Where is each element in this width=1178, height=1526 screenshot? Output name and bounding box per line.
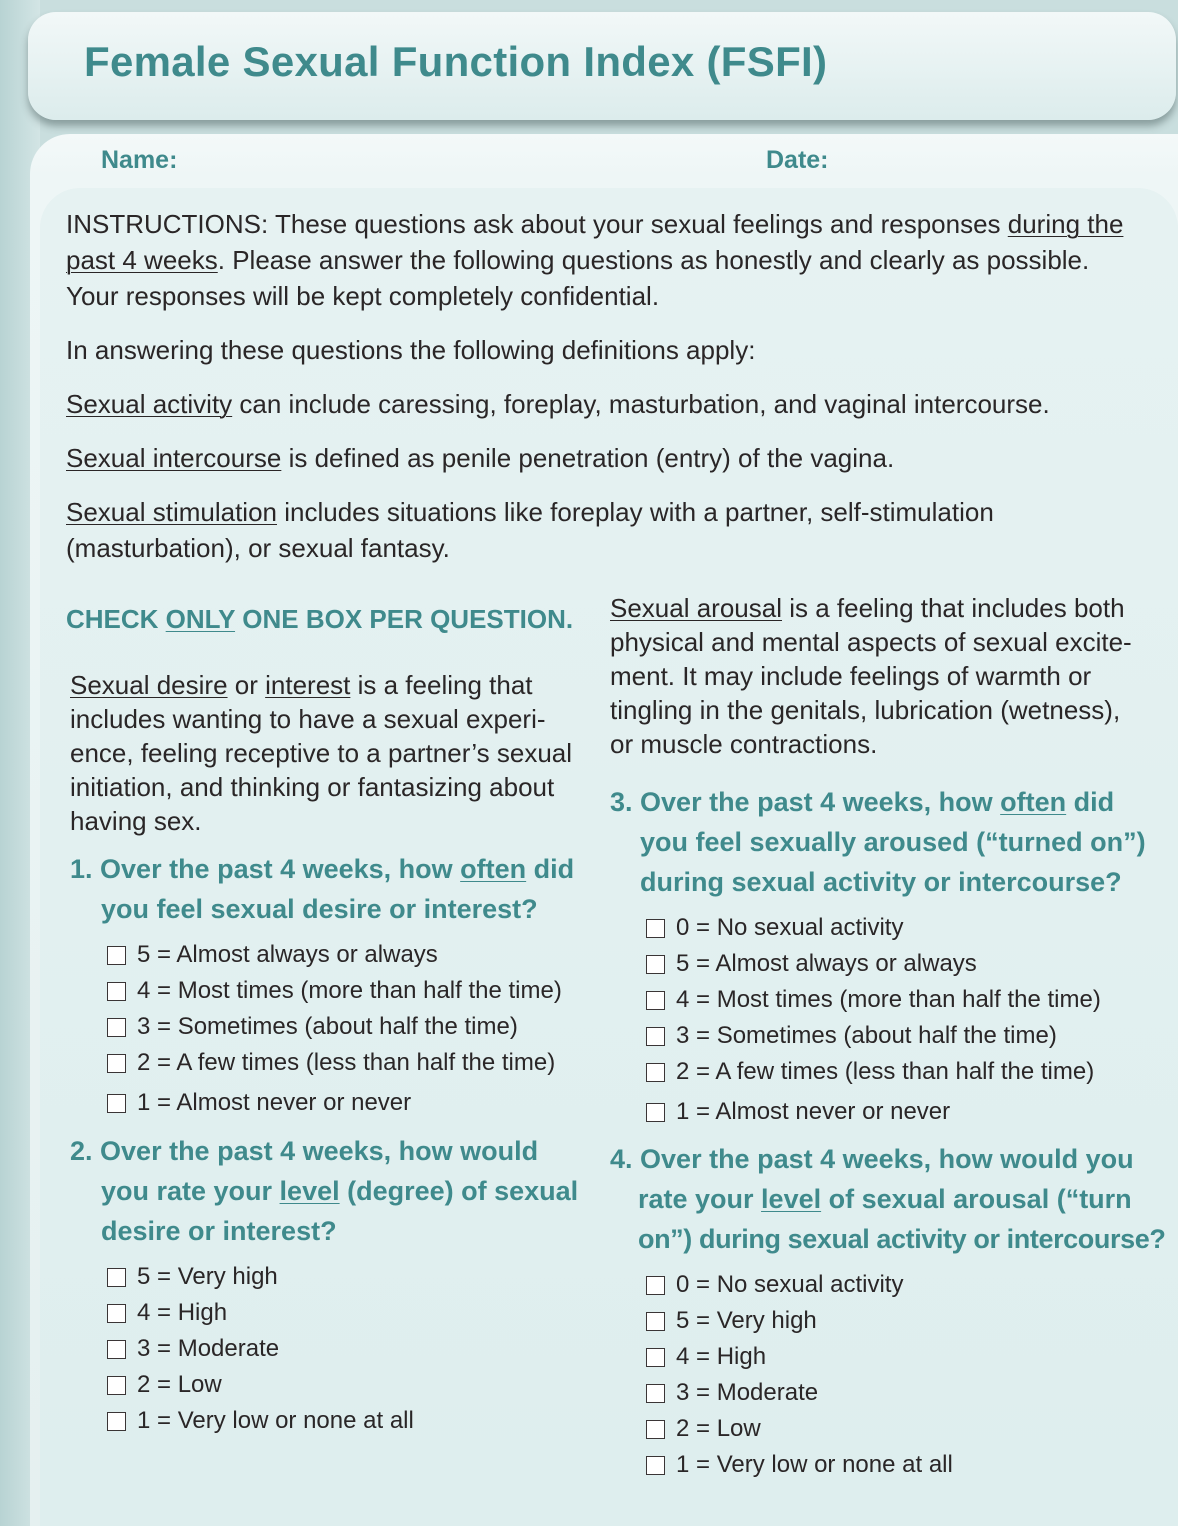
- q1-option[interactable]: [107, 1085, 562, 1121]
- checkbox[interactable]: [646, 1348, 665, 1367]
- option-label: 5 = Very high: [676, 1307, 817, 1334]
- term-sexual-arousal: Sexual arousal: [610, 593, 782, 623]
- q3-option[interactable]: [646, 946, 1101, 982]
- question-text-line: during sexual activity or intercourse?: [640, 867, 1122, 897]
- definition-sexual-stimulation: [66, 494, 1136, 566]
- definition-line: initiation, and thinking or fantasizing about: [70, 772, 555, 802]
- option-label: 4 = Most times (more than half the time): [676, 986, 1101, 1013]
- question-text-line: on”) during sexual activity or intercourse?: [638, 1224, 1166, 1254]
- question-emphasis: often: [460, 854, 527, 884]
- question-emphasis: level: [279, 1176, 340, 1206]
- checkbox[interactable]: [646, 1456, 665, 1475]
- term-sexual-activity: Sexual activity: [66, 389, 233, 419]
- term-sexual-intercourse: Sexual intercourse: [66, 443, 282, 473]
- checkbox[interactable]: [107, 982, 126, 1001]
- checkbox[interactable]: [646, 1027, 665, 1046]
- checkbox[interactable]: [107, 1268, 126, 1287]
- note-underline: ONLY: [165, 604, 236, 634]
- option-label: 1 = Almost never or never: [137, 1089, 412, 1116]
- definition-text-2: (masturbation), or sexual fantasy.: [66, 533, 450, 563]
- question-emphasis: level: [761, 1184, 822, 1214]
- option-label: 5 = Almost always or always: [137, 941, 438, 968]
- checkbox[interactable]: [646, 955, 665, 974]
- question-1: [70, 849, 590, 929]
- question-text: Over the past 4 weeks, how: [92, 854, 461, 884]
- checkbox[interactable]: [646, 991, 665, 1010]
- question-2-options: [107, 1259, 414, 1439]
- definitions-intro: In answering these questions the following definitions apply:: [66, 335, 756, 365]
- question-text: did: [526, 854, 575, 884]
- instructions-underline-period: past 4 weeks: [66, 245, 218, 275]
- option-label: 4 = High: [676, 1343, 767, 1370]
- term-sexual-stimulation: Sexual stimulation: [66, 497, 277, 527]
- q4-option[interactable]: [646, 1375, 953, 1411]
- checkbox[interactable]: [646, 1063, 665, 1082]
- question-4: [610, 1139, 1170, 1259]
- definition-line: having sex.: [70, 806, 202, 836]
- definition-line: physical and mental aspects of sexual excite-: [610, 627, 1132, 657]
- q1-option[interactable]: [107, 1009, 562, 1045]
- question-text-line: desire or interest?: [101, 1216, 337, 1246]
- definition-text: includes situations like foreplay with a partner, self-stimulation: [277, 497, 994, 527]
- checkbox[interactable]: [107, 1340, 126, 1359]
- option-label: 3 = Moderate: [137, 1335, 280, 1362]
- q4-option[interactable]: [646, 1267, 953, 1303]
- checkbox[interactable]: [107, 1094, 126, 1113]
- q4-option[interactable]: [646, 1447, 953, 1483]
- page-title: Female Sexual Function Index (FSFI): [84, 38, 828, 85]
- question-number: 4.: [610, 1144, 633, 1174]
- question-text: Over the past 4 weeks, how would you: [632, 1144, 1134, 1174]
- question-text-line: you feel sexually aroused (“turned on”): [640, 827, 1146, 857]
- option-label: 2 = Low: [137, 1371, 222, 1398]
- question-emphasis: often: [1000, 787, 1067, 817]
- q4-option[interactable]: [646, 1339, 953, 1375]
- q3-option[interactable]: [646, 1094, 1101, 1130]
- question-text-line: (degree) of sexual: [339, 1176, 579, 1206]
- definition-sexual-activity: [66, 386, 1136, 422]
- checkbox[interactable]: [107, 1376, 126, 1395]
- option-label: 1 = Almost never or never: [676, 1098, 951, 1125]
- checkbox[interactable]: [646, 1103, 665, 1122]
- q1-option[interactable]: [107, 973, 562, 1009]
- checkbox[interactable]: [646, 1276, 665, 1295]
- definition-text: or: [227, 670, 266, 700]
- question-text: Over the past 4 weeks, how: [632, 787, 1001, 817]
- q4-option[interactable]: [646, 1411, 953, 1447]
- checkbox[interactable]: [107, 1054, 126, 1073]
- question-text-line: of sexual arousal (“turn: [821, 1184, 1132, 1214]
- option-label: 2 = Low: [676, 1415, 761, 1442]
- checkbox[interactable]: [107, 1304, 126, 1323]
- checkbox[interactable]: [107, 946, 126, 965]
- q4-option[interactable]: [646, 1303, 953, 1339]
- checkbox[interactable]: [107, 1412, 126, 1431]
- question-number: 1.: [70, 854, 93, 884]
- note-text: CHECK: [66, 604, 166, 634]
- option-label: 3 = Sometimes (about half the time): [137, 1013, 518, 1040]
- definition-line: or muscle contractions.: [610, 729, 878, 759]
- definition-line: ence, feeling receptive to a partner’s sexual: [70, 738, 573, 768]
- question-3: [610, 782, 1170, 902]
- question-3-options: [646, 910, 1101, 1130]
- term-interest: interest: [265, 670, 351, 700]
- option-label: 0 = No sexual activity: [676, 1271, 904, 1298]
- option-label: 4 = High: [137, 1299, 228, 1326]
- instructions-text: INSTRUCTIONS: These questions ask about your sexual feelings and responses: [66, 209, 1008, 239]
- q1-option[interactable]: [107, 1045, 562, 1081]
- option-label: 0 = No sexual activity: [676, 914, 904, 941]
- definition-text: is a feeling that: [350, 670, 533, 700]
- check-one-box-note: [66, 604, 573, 635]
- option-label: 1 = Very low or none at all: [676, 1451, 953, 1478]
- q2-option[interactable]: [107, 1331, 414, 1367]
- name-label: Name:: [101, 146, 178, 174]
- question-1-options: [107, 937, 562, 1121]
- question-text-line: you rate your: [101, 1176, 280, 1206]
- option-label: 3 = Moderate: [676, 1379, 819, 1406]
- question-4-options: [646, 1267, 953, 1483]
- definition-text: can include caressing, foreplay, masturbation, and vaginal intercourse.: [232, 389, 1050, 419]
- option-label: 2 = A few times (less than half the time): [676, 1058, 1095, 1085]
- checkbox[interactable]: [646, 1384, 665, 1403]
- instructions-text-2: . Please answer the following questions as honestly and clearly as possible.: [217, 245, 1090, 275]
- question-2: [70, 1131, 600, 1251]
- q1-option[interactable]: [107, 937, 562, 973]
- question-text-line: rate your: [638, 1184, 762, 1214]
- q2-option[interactable]: [107, 1259, 414, 1295]
- question-number: 3.: [610, 787, 633, 817]
- option-label: 2 = A few times (less than half the time): [137, 1049, 556, 1076]
- definition-line: tingling in the genitals, lubrication (wetness),: [610, 695, 1121, 725]
- definition-text: is a feeling that includes both: [782, 593, 1125, 623]
- option-label: 5 = Almost always or always: [676, 950, 977, 977]
- q2-option[interactable]: [107, 1403, 414, 1439]
- term-sexual-desire: Sexual desire: [70, 670, 228, 700]
- option-label: 5 = Very high: [137, 1263, 278, 1290]
- q3-option[interactable]: [646, 1018, 1101, 1054]
- question-text: did: [1066, 787, 1115, 817]
- q2-option[interactable]: [107, 1295, 414, 1331]
- checkbox[interactable]: [646, 1420, 665, 1439]
- desire-definition: [70, 668, 590, 838]
- question-number: 2.: [70, 1136, 93, 1166]
- option-label: 1 = Very low or none at all: [137, 1407, 414, 1434]
- q3-option[interactable]: [646, 910, 1101, 946]
- checkbox[interactable]: [107, 1018, 126, 1037]
- checkbox[interactable]: [646, 919, 665, 938]
- option-label: 4 = Most times (more than half the time): [137, 977, 562, 1004]
- instructions-text-3: Your responses will be kept completely confidential.: [66, 281, 660, 311]
- date-label: Date:: [766, 146, 829, 174]
- definition-line: includes wanting to have a sexual experi-: [70, 704, 546, 734]
- definition-text: is defined as penile penetration (entry) of the vagina.: [281, 443, 895, 473]
- question-text: Over the past 4 weeks, how would: [92, 1136, 539, 1166]
- arousal-definition: [610, 591, 1170, 761]
- instructions-underline: during the: [1007, 209, 1124, 239]
- q3-option[interactable]: [646, 1054, 1101, 1090]
- option-label: 3 = Sometimes (about half the time): [676, 1022, 1057, 1049]
- question-text-line: you feel sexual desire or interest?: [101, 894, 538, 924]
- q2-option[interactable]: [107, 1367, 414, 1403]
- note-text-2: ONE BOX PER QUESTION.: [235, 604, 574, 634]
- definition-line: ment. It may include feelings of warmth or: [610, 661, 1092, 691]
- instructions-paragraph: [66, 206, 1136, 314]
- definition-sexual-intercourse: [66, 440, 1136, 476]
- q3-option[interactable]: [646, 982, 1101, 1018]
- checkbox[interactable]: [646, 1312, 665, 1331]
